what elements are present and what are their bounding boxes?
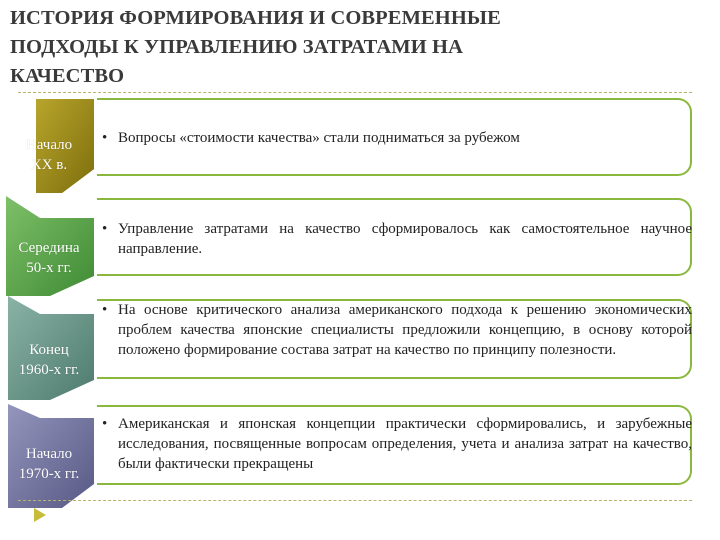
bottom-divider [18,500,692,501]
bullet-icon: • [102,130,108,146]
period-label-1: Начало XX в. [25,137,73,173]
period-label-3: Конец 1960-х гг. [18,342,80,378]
bullet-icon: • [102,221,108,237]
top-divider [18,92,692,93]
title-line: КАЧЕСТВО [10,65,125,87]
bullet-icon: • [102,416,108,432]
slide-title [10,4,650,91]
bullet-icon: • [102,302,108,318]
description-4: • Американская и японская концепции практически сформировались, и зарубежные исследования, посвященные вопросам определения, учета и анализа затрат на качество, были фактически прекращены [102,416,692,472]
description-1: • Вопросы «стоимости качества» стали подниматься за рубежом [102,130,520,146]
timeline-row-2 [0,196,720,296]
title-line: ПОДХОДЫ К УПРАВЛЕНИЮ ЗАТРАТАМИ НА [10,36,463,58]
period-label-2: Середина 50-х гг. [18,240,80,276]
period-label-4: Начало 1970-х гг. [18,446,80,482]
description-2: • Управление затратами на качество сформировалось как самостоятельное научное направление. [102,221,692,257]
description-3: • На основе критического анализа американского подхода к решению экономических проблем качества японские специалисты предложили концепцию, в основу которой положено формирование состава затрат на качество по принципу полезности. [102,302,692,358]
title-line: ИСТОРИЯ ФОРМИРОВАНИЯ И СОВРЕМЕННЫЕ [10,7,501,29]
timeline-row-4 [0,404,720,524]
timeline-row-1 [0,97,720,195]
timeline-row-3 [0,296,720,400]
